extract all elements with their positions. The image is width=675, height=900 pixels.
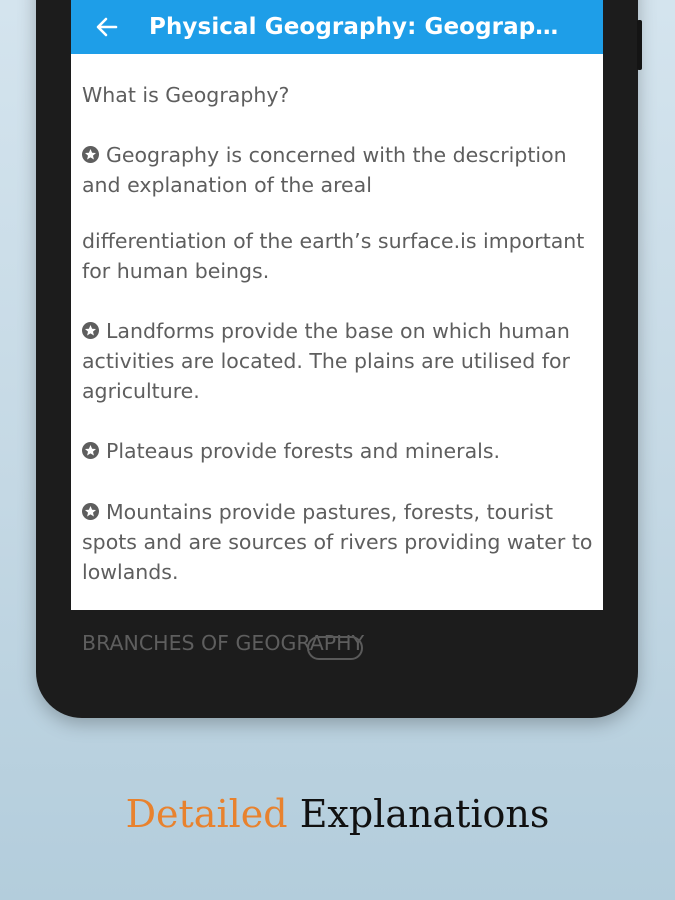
app-bar	[71, 0, 603, 54]
article-paragraph	[82, 436, 500, 466]
article-paragraph	[82, 497, 598, 587]
article-question: What is Geography?	[82, 83, 290, 107]
app-screen	[71, 0, 603, 655]
article-paragraph	[82, 226, 598, 286]
paragraph-text: differentiation of the earth’s surface.is important for human beings.	[82, 229, 585, 283]
tablet-side-button	[637, 20, 642, 70]
caption-highlight: Detailed	[125, 792, 288, 836]
star-circle-icon	[82, 322, 99, 339]
arrow-left-icon[interactable]	[95, 15, 119, 39]
paragraph-text: Landforms provide the base on which human activities are located. The plains are utilised for agriculture.	[82, 319, 570, 403]
paragraph-text: Plateaus provide forests and minerals.	[106, 439, 501, 463]
star-circle-icon	[82, 442, 99, 459]
paragraph-text: Geography is concerned with the description and explanation of the areal	[82, 143, 567, 197]
article-paragraph	[82, 140, 598, 200]
page-title: Physical Geography: Geograp…	[149, 14, 559, 40]
paragraph-text: Mountains provide pastures, forests, tourist spots and are sources of rivers providing water to lowlands.	[82, 500, 593, 584]
section-heading: BRANCHES OF GEOGRAPHY	[82, 631, 365, 655]
promo-caption	[0, 792, 675, 836]
article-paragraph	[82, 316, 598, 406]
tablet-frame	[36, 0, 638, 718]
home-button[interactable]	[307, 636, 363, 660]
caption-rest: Explanations	[299, 792, 550, 836]
star-circle-icon	[82, 146, 99, 163]
star-circle-icon	[82, 503, 99, 520]
